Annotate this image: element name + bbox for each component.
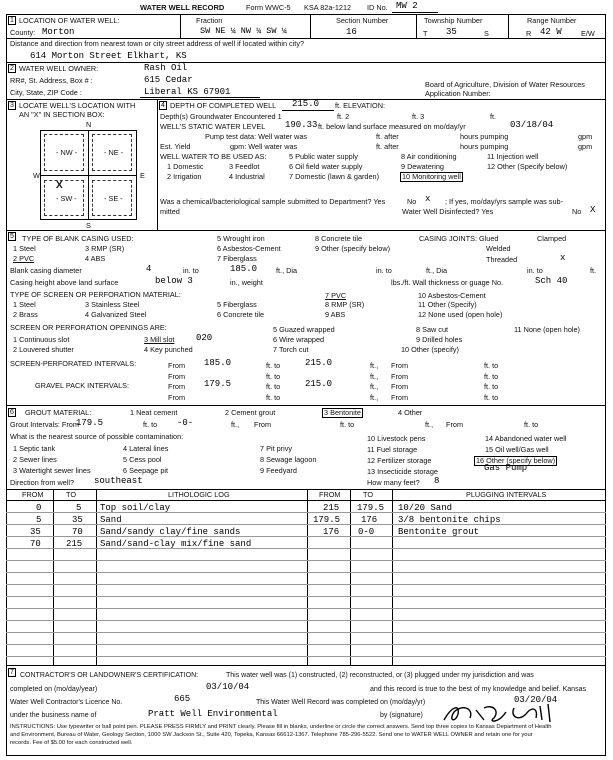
screen-galvanized[interactable]: 4 Galvanized Steel (85, 310, 147, 319)
completed-value[interactable]: 03/10/04 (206, 682, 250, 692)
owner-value[interactable]: Rash Oil (144, 63, 188, 73)
casing-label: TYPE OF BLANK CASING USED: (22, 234, 134, 243)
plug-from-header: FROM (319, 490, 341, 499)
diameter-ft-dia: ft., Dia (276, 266, 298, 275)
joints-welded[interactable]: Welded (486, 244, 511, 253)
north-label: N (86, 120, 92, 129)
table-row-rule (6, 584, 606, 585)
screen-rmp[interactable]: 8 RMP (SR) (325, 300, 365, 309)
howmany-value[interactable]: 8 (434, 476, 440, 486)
depth-label: DEPTH OF COMPLETED WELL (170, 101, 277, 110)
joints-threaded-mark[interactable]: x (560, 253, 566, 263)
casing-fiberglass[interactable]: 7 Fiberglass (217, 254, 257, 263)
grout-bentonite[interactable]: 3 Bentonite (324, 408, 361, 417)
opening-louvered[interactable]: 2 Louvered shutter (13, 345, 74, 354)
casing-other[interactable]: 9 Other (specify below) (315, 244, 391, 253)
diameter-ft-end: ft. (590, 266, 597, 275)
pump-gpm: gpm (578, 132, 593, 141)
spi-ft3: ft., (370, 372, 379, 381)
spi-ft-to: ft. to (266, 361, 281, 370)
disinfect-no[interactable]: No (572, 207, 582, 216)
screen-other[interactable]: 11 Other (Specify) (418, 300, 477, 309)
pump-ft-after: ft. after (376, 132, 399, 141)
table-row-rule (6, 560, 606, 561)
use-domestic[interactable]: 1 Domestic (167, 162, 204, 171)
gpi-ft3: ft., (370, 393, 379, 402)
use-oilfield[interactable]: 6 Oil field water supply (289, 162, 363, 171)
completed-rest: and this record is true to the best of my knowledge and belief. Kansas (370, 686, 586, 693)
contam-watertight[interactable]: 3 Watertight sewer lines (13, 466, 91, 475)
contam-other-value[interactable]: Gas Pump (484, 463, 528, 473)
static-level-value[interactable]: 190.33 (285, 120, 318, 130)
gpi-label: GRAVEL PACK INTERVALS: (35, 381, 130, 390)
screen-abs[interactable]: 9 ABS (325, 310, 346, 319)
county-label: County: (10, 28, 36, 37)
grout-label: GROUT MATERIAL: (25, 408, 92, 417)
casing-asbestos[interactable]: 6 Asbestos-Cement (217, 244, 281, 253)
yield-ft-after: ft. after (376, 142, 399, 151)
contam-cess[interactable]: 5 Cess pool (123, 455, 162, 464)
spi-ft-to2: ft. to (484, 361, 499, 370)
depth-value[interactable]: 215.0 (292, 99, 320, 109)
diameter-in-to: in. to (183, 266, 199, 275)
screen-label: TYPE OF SCREEN OR PERFORATION MATERIAL: (10, 290, 181, 299)
log-row-1-from[interactable]: 0 (36, 503, 42, 513)
contam-fuel[interactable]: 11 Fuel storage (367, 445, 418, 454)
opening-saw[interactable]: 8 Saw cut (416, 325, 449, 334)
chem-label: Was a chemical/bacteriological sample submitted to Department? Yes (160, 197, 386, 206)
log-from-header: FROM (22, 490, 44, 499)
openings-label: SCREEN OR PERFORATION OPENINGS ARE: (10, 323, 167, 332)
record-value[interactable]: 03/20/04 (514, 695, 558, 705)
grout-from3: From (446, 420, 464, 429)
casing-steel[interactable]: 1 Steel (13, 244, 36, 253)
grout-ft-to: ft. to (143, 420, 158, 429)
screen-concrete[interactable]: 6 Concrete tile (217, 310, 265, 319)
log-row-2-to[interactable]: 35 (72, 515, 83, 525)
south-label: S (86, 221, 91, 230)
business-value[interactable]: Pratt Well Environmental (148, 709, 278, 719)
board-label: Board of Agriculture, Division of Water Resources (425, 80, 585, 89)
casing-concrete[interactable]: 8 Concrete tile (315, 234, 363, 243)
height-value[interactable]: below 3 (155, 276, 193, 286)
chem-rest: ; If yes, mo/day/yrs sample was sub- (445, 197, 564, 206)
table-row-rule (6, 548, 606, 549)
log-row-3-desc[interactable]: Sand/sandy clay/fine sands (100, 527, 241, 537)
diameter-value[interactable]: 4 (146, 264, 152, 274)
address-value[interactable]: 615 Cedar (144, 75, 193, 85)
use-other[interactable]: 12 Other (Specify below) (487, 162, 568, 171)
joints-label: CASING JOINTS: Glued (419, 234, 499, 243)
table-row-rule (6, 656, 606, 657)
groundwater-ft: ft. (490, 112, 497, 121)
well-location-mark[interactable]: X (56, 180, 63, 191)
township-t: T (423, 29, 428, 38)
contam-privy[interactable]: 7 Pit privy (260, 444, 293, 453)
disinfect-label: Water Well Disinfected? Yes (402, 207, 494, 216)
casing-abs[interactable]: 4 ABS (85, 254, 106, 263)
height-lbs: lbs./ft. Wall thickness or guage No. (391, 278, 504, 287)
contam-lagoon[interactable]: 8 Sewage lagoon (260, 455, 317, 464)
locate-label-2: AN "X" IN SECTION BOX: (19, 110, 105, 119)
gpi-from-value[interactable]: 179.5 (204, 379, 232, 389)
owner-label: WATER WELL OWNER: (19, 64, 99, 73)
township-value[interactable]: 35 (446, 27, 457, 37)
opening-mill-slot[interactable]: 3 Mill slot (144, 335, 175, 344)
address-label: RR#, St. Address, Box # : (10, 76, 93, 85)
contam-insecticide[interactable]: 13 Insecticide storage (367, 467, 438, 476)
joints-clamped[interactable]: Clamped (537, 234, 567, 243)
plugging-header: PLUGGING INTERVALS (466, 490, 547, 499)
contam-septic[interactable]: 1 Septic tank (13, 444, 56, 453)
groundwater-ft3: ft. 3 (412, 112, 425, 121)
east-label: E (140, 171, 145, 180)
id-value[interactable]: MW 2 (396, 1, 418, 11)
opening-continuous[interactable]: 1 Continuous slot (13, 335, 70, 344)
form-title: WATER WELL RECORD (140, 3, 225, 12)
direction-label: Direction from well? (10, 478, 75, 487)
business-label: under the business name of (10, 712, 97, 719)
static-level-label: WELL'S STATIC WATER LEVEL (160, 122, 266, 131)
gpi-to-value[interactable]: 215.0 (305, 379, 333, 389)
table-row-rule (6, 644, 606, 645)
grout-ft-to3: ft. to (524, 420, 539, 429)
signature-label: by (signature) (380, 712, 423, 719)
instructions-line-3: records. Fee of $5.00 for each constructed well. (10, 740, 133, 746)
log-row-2-from[interactable]: 5 (36, 515, 42, 525)
distance-label: Distance and direction from nearest town or city street address of well if located within city? (10, 39, 305, 48)
table-row-rule (6, 620, 606, 621)
plug-to-header: TO (363, 490, 374, 499)
use-industrial[interactable]: 4 Industrial (229, 172, 265, 181)
use-dewatering[interactable]: 9 Dewatering (401, 162, 444, 171)
plug-row-2-desc[interactable]: 3/8 bentonite chips (398, 515, 501, 525)
plug-row-1-from[interactable]: 215 (323, 503, 340, 513)
license-label: Water Well Contractor's Licence No. (10, 699, 123, 706)
log-row-4-to[interactable]: 215 (66, 539, 83, 549)
fraction-value[interactable]: SW NE ¼ NW ¼ SW ¼ (200, 26, 287, 36)
screen-asbestos[interactable]: 10 Asbestos-Cement (418, 291, 486, 300)
instructions-line-2: and Environment, Bureau of Water, Geology Section, 1000 SW Jackson St., Suite 420, Topeka, Kansas 66612-1367. Telephone 785-296-5522. Send one to WATER WELL OWNER and retain one for your (10, 732, 533, 738)
range-value[interactable]: 42 W (540, 27, 562, 37)
opening-wire[interactable]: 6 Wire wrapped (273, 335, 325, 344)
static-level-date[interactable]: 03/18/04 (510, 120, 554, 130)
use-injection[interactable]: 11 Injection well (487, 152, 539, 161)
casing-pvc[interactable]: 2 PVC (13, 254, 35, 263)
gpi-ft-to3: ft. to (266, 393, 281, 402)
log-row-1-to[interactable]: 5 (76, 503, 82, 513)
contam-seepage[interactable]: 6 Seepage pit (123, 466, 169, 475)
groundwater-ft2: ft. 2 (337, 112, 350, 121)
chem-no[interactable]: No (407, 197, 417, 206)
pump-hours: hours pumping (460, 132, 509, 141)
screen-steel[interactable]: 1 Steel (13, 300, 36, 309)
use-monitoring[interactable]: 10 Monitoring well (402, 172, 461, 181)
ne-quadrant: - NE - (104, 148, 124, 157)
height-weight: in., weight (230, 278, 263, 287)
distance-value[interactable]: 614 Morton Street Elkhart, KS (30, 51, 187, 61)
gpi-from3: From (168, 393, 186, 402)
county-value[interactable]: Morton (42, 27, 75, 37)
yield-hours: hours pumping (460, 142, 509, 151)
cert-label: CONTRACTOR'S OR LANDOWNER'S CERTIFICATION: (20, 672, 199, 679)
height-sch[interactable]: Sch 40 (535, 276, 568, 286)
height-label: Casing height above land surface (10, 278, 119, 287)
pump-test-label: Pump test data: Well water was (205, 132, 308, 141)
gpi-from4: From (391, 393, 409, 402)
table-row-rule (6, 632, 606, 633)
gpi-ft-to4: ft. to (484, 393, 499, 402)
grout-ft-to2: ft. to (340, 420, 355, 429)
id-label: ID No. (367, 3, 388, 12)
diameter-to-value[interactable]: 185.0 (230, 264, 258, 274)
signature-scribble (440, 700, 570, 724)
chem-mitted: mitted (160, 207, 180, 216)
opening-drilled[interactable]: 9 Drilled holes (416, 335, 463, 344)
range-label: Range Number (527, 16, 577, 25)
contam-oilgas[interactable]: 15 Oil well/Gas well (485, 445, 549, 454)
instructions-line-1: INSTRUCTIONS: Use typewriter or ball point pen. PLEASE PRESS FIRMLY and PRINT clearly. Please fill in blanks, underline or circle the correct answers. Send top three copies to Kansas Department of Health (10, 724, 552, 730)
city-value[interactable]: Liberal KS 67901 (144, 87, 231, 97)
screen-stainless[interactable]: 3 Stainless Steel (85, 300, 140, 309)
casing-wrought[interactable]: 5 Wrought iron (217, 234, 265, 243)
grout-to-value[interactable]: -0- (177, 418, 194, 428)
contam-sewer[interactable]: 2 Sewer lines (13, 455, 57, 464)
grout-from2: From (254, 420, 272, 429)
opening-none[interactable]: 11 None (open hole) (514, 325, 580, 334)
log-row-3-to[interactable]: 70 (72, 527, 83, 537)
screen-fiberglass[interactable]: 5 Fiberglass (217, 300, 257, 309)
diameter-in-to2: in. to (376, 266, 392, 275)
table-row-rule (6, 536, 606, 537)
grout-ft2: ft., (425, 420, 434, 429)
diameter-label: Blank casing diameter (10, 266, 82, 275)
application-label: Application Number: (425, 89, 491, 98)
grout-ft: ft., (231, 420, 240, 429)
locate-label: LOCATE WELL'S LOCATION WITH (19, 101, 136, 110)
lithologic-header: LITHOLOGIC LOG (168, 490, 230, 499)
range-r: R (526, 29, 532, 38)
section-number-label: Section Number (336, 16, 389, 25)
yield-label: Est. Yield (160, 142, 191, 151)
log-row-2-desc[interactable]: Sand (100, 515, 122, 525)
plug-row-3-desc[interactable]: Bentonite grout (398, 527, 480, 537)
log-row-1-desc[interactable]: Top soil/clay (100, 503, 171, 513)
diameter-in-to3: in. to (527, 266, 543, 275)
spi-from2: From (391, 361, 409, 370)
contam-other[interactable]: 16 Other (specify below) (476, 456, 556, 465)
casing-rmp[interactable]: 3 RMP (SR) (85, 244, 125, 253)
contam-feedyard[interactable]: 9 Feedyard (260, 466, 297, 475)
spi-to-value[interactable]: 215.0 (305, 358, 333, 368)
range-ew: E/W (581, 29, 595, 38)
use-air[interactable]: 8 Air conditioning (401, 152, 457, 161)
table-row-rule (6, 512, 606, 513)
opening-mill-size[interactable]: 020 (196, 333, 213, 343)
plug-row-3-to[interactable]: 0-0 (358, 527, 375, 537)
spi-ft: ft., (370, 361, 379, 370)
opening-gauzed[interactable]: 5 Guazed wrapped (273, 325, 335, 334)
direction-value[interactable]: southeast (94, 476, 143, 486)
log-row-3-from[interactable]: 35 (30, 527, 41, 537)
screen-none[interactable]: 12 None used (open hole) (418, 310, 503, 319)
disinfect-mark[interactable]: X (590, 205, 596, 215)
plug-row-3-from[interactable]: 176 (323, 527, 340, 537)
grout-neat[interactable]: 1 Neat cement (130, 408, 178, 417)
screen-pvc[interactable]: 7 PVC (325, 291, 347, 300)
spi-label: SCREEN-PERFORATED INTERVALS: (10, 359, 137, 368)
groundwater-label: Depth(s) Groundwater Encountered 1 (160, 112, 282, 121)
gpi-ft: ft., (370, 382, 379, 391)
table-row-rule (6, 608, 606, 609)
grout-cement[interactable]: 2 Cement grout (225, 408, 276, 417)
grout-other[interactable]: 4 Other (398, 408, 423, 417)
table-row-rule (6, 596, 606, 597)
grout-from-value[interactable]: 179.5 (76, 418, 104, 428)
gpi-ft-to: ft. to (266, 382, 281, 391)
plug-row-2-from[interactable]: 179.5 (313, 515, 341, 525)
gpi-from2: From (391, 382, 409, 391)
cert-text: This water well was (1) constructed, (2) reconstructed, or (3) plugged under my jurisdiction and was (226, 672, 534, 679)
elevation-label: ft. ELEVATION: (335, 101, 386, 110)
use-public[interactable]: 5 Public water supply (289, 152, 358, 161)
section-value[interactable]: 16 (346, 27, 357, 37)
spi-from-value[interactable]: 185.0 (204, 358, 232, 368)
spi-from3: From (168, 372, 186, 381)
table-row-rule (6, 572, 606, 573)
location-label: LOCATION OF WATER WELL: (19, 16, 120, 25)
plug-row-1-desc[interactable]: 10/20 Sand (398, 503, 453, 513)
spi-from4: From (391, 372, 409, 381)
se-quadrant: - SE - (104, 194, 123, 203)
gpi-ft-to2: ft. to (484, 382, 499, 391)
west-label: W (33, 171, 40, 180)
fraction-label: Fraction (196, 16, 223, 25)
howmany-label: How many feet? (367, 478, 420, 487)
yield-gpm: gpm (578, 142, 593, 151)
opening-other[interactable]: 10 Other (specify) (401, 345, 459, 354)
township-s: S (484, 29, 489, 38)
license-value[interactable]: 665 (174, 694, 191, 704)
use-feedlot[interactable]: 3 Feedlot (229, 162, 260, 171)
contam-fertilizer[interactable]: 12 Fertilizer storage (367, 456, 432, 465)
form-number: Form WWC-5 (246, 3, 291, 12)
grout-intervals-label: Grout Intervals: From (10, 420, 79, 429)
sw-quadrant: - SW - (56, 194, 77, 203)
contam-livestock[interactable]: 10 Livestock pens (367, 434, 426, 443)
log-to-header: TO (66, 490, 77, 499)
chem-no-mark[interactable]: x (425, 194, 431, 204)
completed-label: completed on (mo/day/year) (10, 686, 98, 693)
use-label: WELL WATER TO BE USED AS: (160, 152, 267, 161)
log-row-4-from[interactable]: 70 (30, 539, 41, 549)
screen-brass[interactable]: 2 Brass (13, 310, 38, 319)
yield-gpm-well: gpm: Well water was (230, 142, 298, 151)
use-domestic-lawn[interactable]: 7 Domestic (lawn & garden) (289, 172, 380, 181)
city-label: City, State, ZIP Code : (10, 88, 82, 97)
opening-key[interactable]: 4 Key punched (144, 345, 193, 354)
spi-ft-to4: ft. to (484, 372, 499, 381)
record-label: This Water Well Record was completed on (mo/day/yr) (256, 699, 426, 706)
township-label: Township Number (424, 16, 483, 25)
joints-threaded[interactable]: Threaded (486, 255, 518, 264)
spi-from-label: From (168, 361, 186, 370)
nw-quadrant: - NW - (56, 148, 78, 157)
log-row-4-desc[interactable]: Sand/sand-clay mix/fine sand (100, 539, 252, 549)
plug-row-2-to[interactable]: 176 (361, 515, 378, 525)
diameter-ft-dia2: ft., Dia (426, 266, 448, 275)
table-row-rule (6, 524, 606, 525)
contam-abandoned[interactable]: 14 Abandoned water well (485, 434, 567, 443)
use-irrigation[interactable]: 2 Irrigation (167, 172, 202, 181)
opening-torch[interactable]: 7 Torch cut (273, 345, 309, 354)
contam-label: What is the nearest source of possible contamination: (10, 432, 184, 441)
static-level-rest: ft. below land surface measured on mo/day/yr (318, 122, 466, 131)
plug-row-1-to[interactable]: 179.5 (357, 503, 385, 513)
contam-lateral[interactable]: 4 Lateral lines (123, 444, 169, 453)
ksa-ref: KSA 82a-1212 (304, 3, 352, 12)
gpi-from-label: From (168, 382, 186, 391)
spi-ft-to3: ft. to (266, 372, 281, 381)
